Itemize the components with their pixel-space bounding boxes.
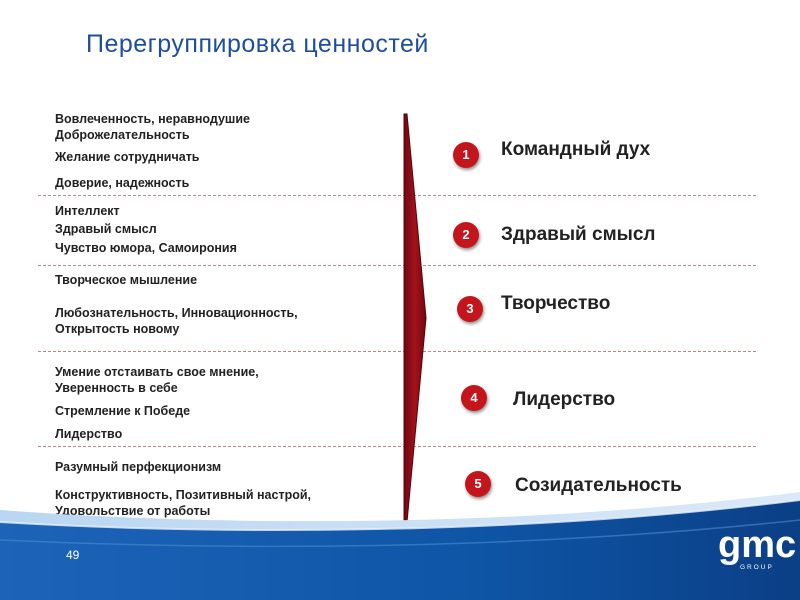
left-item: Чувство юмора, Самоирония bbox=[55, 241, 237, 255]
left-item: Конструктивность, Позитивный настрой, bbox=[55, 488, 312, 502]
group-separator bbox=[38, 265, 756, 266]
left-item: Лидерство bbox=[55, 427, 123, 441]
value-number-badge: 5 bbox=[465, 471, 491, 497]
left-item: Здравый смысл bbox=[55, 222, 157, 236]
value-number-badge: 2 bbox=[453, 222, 479, 248]
left-item: Доброжелательность bbox=[55, 128, 190, 142]
left-item: Удовольствие от работы bbox=[55, 504, 211, 518]
value-number-badge: 1 bbox=[453, 142, 479, 168]
value-label: Командный дух bbox=[501, 139, 651, 160]
value-number-badge: 4 bbox=[461, 385, 487, 411]
value-number-badge: 3 bbox=[457, 296, 483, 322]
left-item: Интеллект bbox=[55, 204, 120, 218]
footer-wave bbox=[0, 490, 800, 600]
left-item: Разумный перфекционизм bbox=[55, 460, 222, 474]
value-label: Здравый смысл bbox=[501, 224, 656, 245]
value-label: Творчество bbox=[501, 293, 611, 314]
value-label: Созидательность bbox=[515, 475, 682, 496]
left-item: Творческое мышление bbox=[55, 273, 198, 287]
page-number: 49 bbox=[66, 548, 80, 562]
group-separator bbox=[38, 446, 756, 447]
left-item: Желание сотрудничать bbox=[55, 150, 200, 164]
left-item: Уверенность в себе bbox=[55, 381, 178, 395]
left-item: Доверие, надежность bbox=[55, 176, 190, 190]
value-label: Лидерство bbox=[513, 389, 616, 410]
left-item: Вовлеченность, неравнодушие bbox=[55, 112, 250, 126]
left-item: Открытость новому bbox=[55, 322, 180, 336]
left-item: Стремление к Победе bbox=[55, 404, 191, 418]
left-item: Умение отстаивать свое мнение, bbox=[55, 365, 259, 379]
logo-subtext: GROUP bbox=[740, 564, 774, 571]
group-separator bbox=[38, 351, 756, 352]
gmc-group-logo bbox=[716, 523, 796, 573]
slide-title: Перегруппировка ценностей bbox=[86, 30, 429, 58]
convergence-arrow bbox=[400, 112, 432, 524]
group-separator bbox=[38, 195, 756, 196]
left-item: Любознательность, Инновационность, bbox=[55, 306, 298, 320]
logo-text: gmc bbox=[718, 524, 796, 566]
